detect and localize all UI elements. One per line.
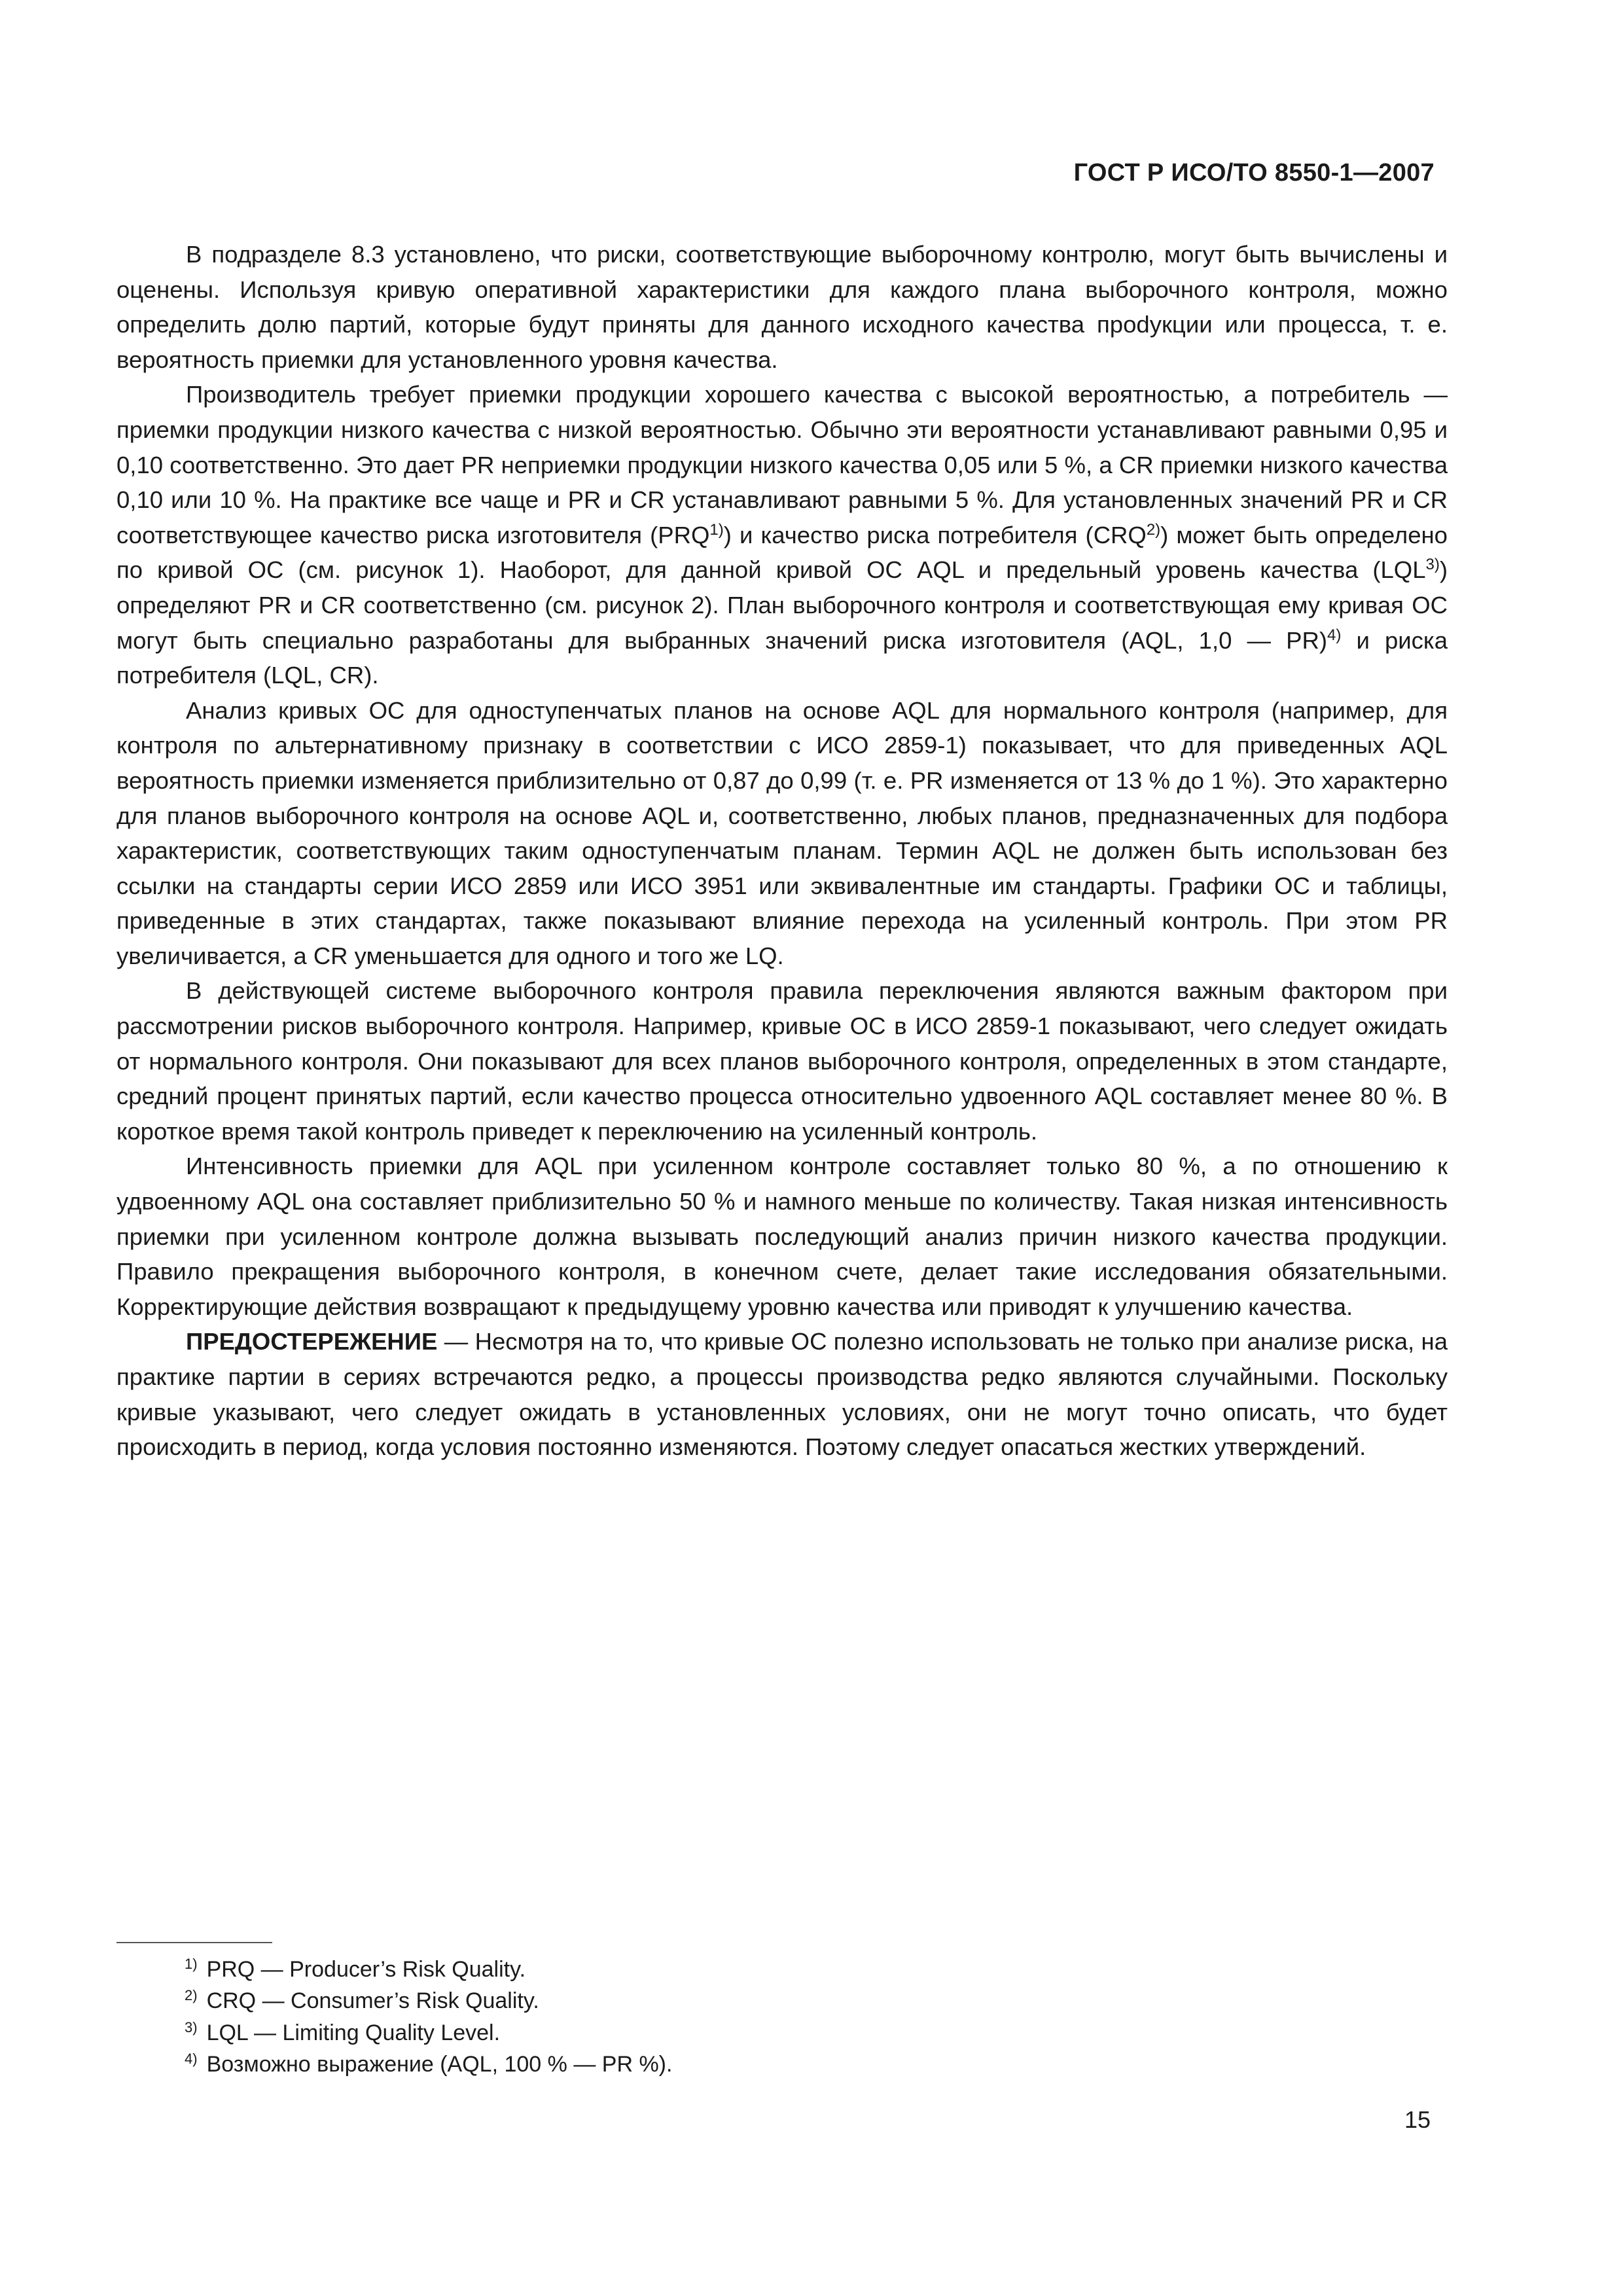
paragraph-4: В действующей системе выборочного контроля правила переключения являются важным фактором при рассмотрении рисков выборочного контроля. Например, кривые ОС в ИСО 2859-1 показывают, чего следует ожидать от нормального контроля. Они показывают для всех планов выборочного контроля, определенных в этом стандарте, средний процент принятых партий, если качество процесса относительно удвоенного AQL составляет менее 80 %. В короткое время такой контроль приведет к переключению на усиленный контроль. (116, 977, 1448, 1145)
footnote-3 (185, 2017, 672, 2049)
paragraph-3: Анализ кривых ОС для одноступенчатых планов на основе AQL для нормального контроля (например, для контроля по альтернативному признаку в соответствии с ИСО 2859-1) показывает, что для приведенных AQL вероятность приемки изменяется приблизительно от 0,87 до 0,99 (т. е. PR изменяется от 13 % до 1 %). Это характерно для планов выборочного контроля на основе AQL и, соответственно, любых планов, предназначенных для подбора характеристик, соответствующих таким одноступенчатым планам. Термин AQL не должен быть использован без ссылки на стандарты серии ИСО 2859 или ИСО 3951 или эквивалентные им стандарты. Графики ОС и таблицы, приведенные в этих стандартах, также показывают влияние перехода на усиленный контроль. При этом PR увеличивается, а CR уменьшается для одного и того же LQ. (116, 696, 1448, 969)
page-number: 15 (1404, 2106, 1431, 2133)
paragraph-2 (116, 377, 1448, 692)
footnote-2 (185, 1985, 672, 2017)
footnote-text: Возможно выражение (AQL, 100 % — PR %). (206, 2051, 673, 2077)
footnote-mark: 1) (185, 1956, 198, 1972)
footnote-mark: 3) (185, 2018, 198, 2036)
footnote-ref-3: 3) (1425, 556, 1440, 574)
footnote-mark: 2) (185, 1987, 198, 2004)
paragraph-1: В подразделе 8.3 установлено, что риски, соответствующие выборочному контролю, могут быть вычислены и оценены. Используя кривую оперативной характеристики для каждого плана выборочного контроля, можно определить долю партий, которые будут приняты для данного исходного качества проdукции или процесса, т. е. вероятность приемки для установленного уровня качества. (116, 241, 1448, 373)
footnote-text: CRQ — Consumer’s Risk Quality. (206, 1988, 539, 2014)
footnote-text: PRQ — Producer’s Risk Quality. (206, 1957, 526, 1982)
footnote-4 (185, 2049, 672, 2080)
footnote-ref-2: 2) (1146, 520, 1161, 539)
footnotes (185, 1954, 672, 2080)
caution-paragraph (116, 1324, 1448, 1464)
paragraph-2-part-2: ) и качество риска потребителя (CRQ (723, 521, 1147, 548)
caution-label: ПРЕДОСТЕРЕЖЕНИЕ (186, 1328, 438, 1355)
paragraph-2-part-3: ) может быть определено по кривой ОС (см. рисунок 1). Наоборот, для данной кривой ОС AQL и предельный уровень качества (LQL (116, 521, 1448, 584)
footnote-text: LQL — Limiting Quality Level. (206, 2020, 501, 2045)
body-text (116, 237, 1448, 1465)
footnote-ref-4: 4) (1327, 626, 1342, 644)
paragraph-2-part-1: Производитель требует приемки продукции хорошего качества с высокой вероятностью, а потребитель — приемки продукции низкого качества с низкой вероятностью. Обычно эти вероятности устанавливают равными 0,95 и 0,10 соответственно. Это дает PR неприемки продукции низкого качества 0,05 или 5 %, а CR приемки низкого качества 0,10 или 10 %. На практике все чаще и PR и CR устанавливают равными 5 %. Для установленных значений PR и CR соответствующее качество риска изготовителя (PRQ (116, 381, 1448, 548)
paragraph-2-part-4: ) определяют PR и CR соответственно (см. рисунок 2). План выборочного контроля и соответствующая ему кривая ОС могут быть специально разработаны для выбранных значений риска изготовителя (AQL, 1,0 — PR) (116, 556, 1448, 654)
caution-text: — Несмотря на то, что кривые ОС полезно использовать не только при анализе риска, на практике партии в сериях встречаются редко, а процессы производства редко являются случайными. Поскольку кривые указывают, чего следует ожидать в установленных условиях, они не могут точно описать, что будет происходить в период, когда условия постоянно изменяются. Поэтому следует опасаться жестких утверждений. (116, 1328, 1448, 1461)
footnote-separator (116, 1942, 272, 1943)
paragraph-5: Интенсивность приемки для AQL при усиленном контроле составляет только 80 %, а по отношению к удвоенному AQL она составляет приблизительно 50 % и намного меньше по количеству. Такая низкая интенсивность приемки при усиленном контроле должна вызывать последующий анализ причин низкого качества продукции. Правило прекращения выборочного контроля, в конечном счете, делает такие исследования обязательными. Корректирующие действия возвращают к предыдущему уровню качества или приводят к улучшению качества. (116, 1153, 1448, 1320)
footnote-ref-1: 1) (709, 520, 724, 539)
footnote-mark: 4) (185, 2050, 198, 2067)
paragraph-2-part-5: и риска потребителя (LQL, CR). (116, 626, 1448, 689)
footnote-1 (185, 1954, 672, 1985)
standard-designation: ГОСТ Р ИСО/ТО 8550-1—2007 (1073, 159, 1435, 187)
